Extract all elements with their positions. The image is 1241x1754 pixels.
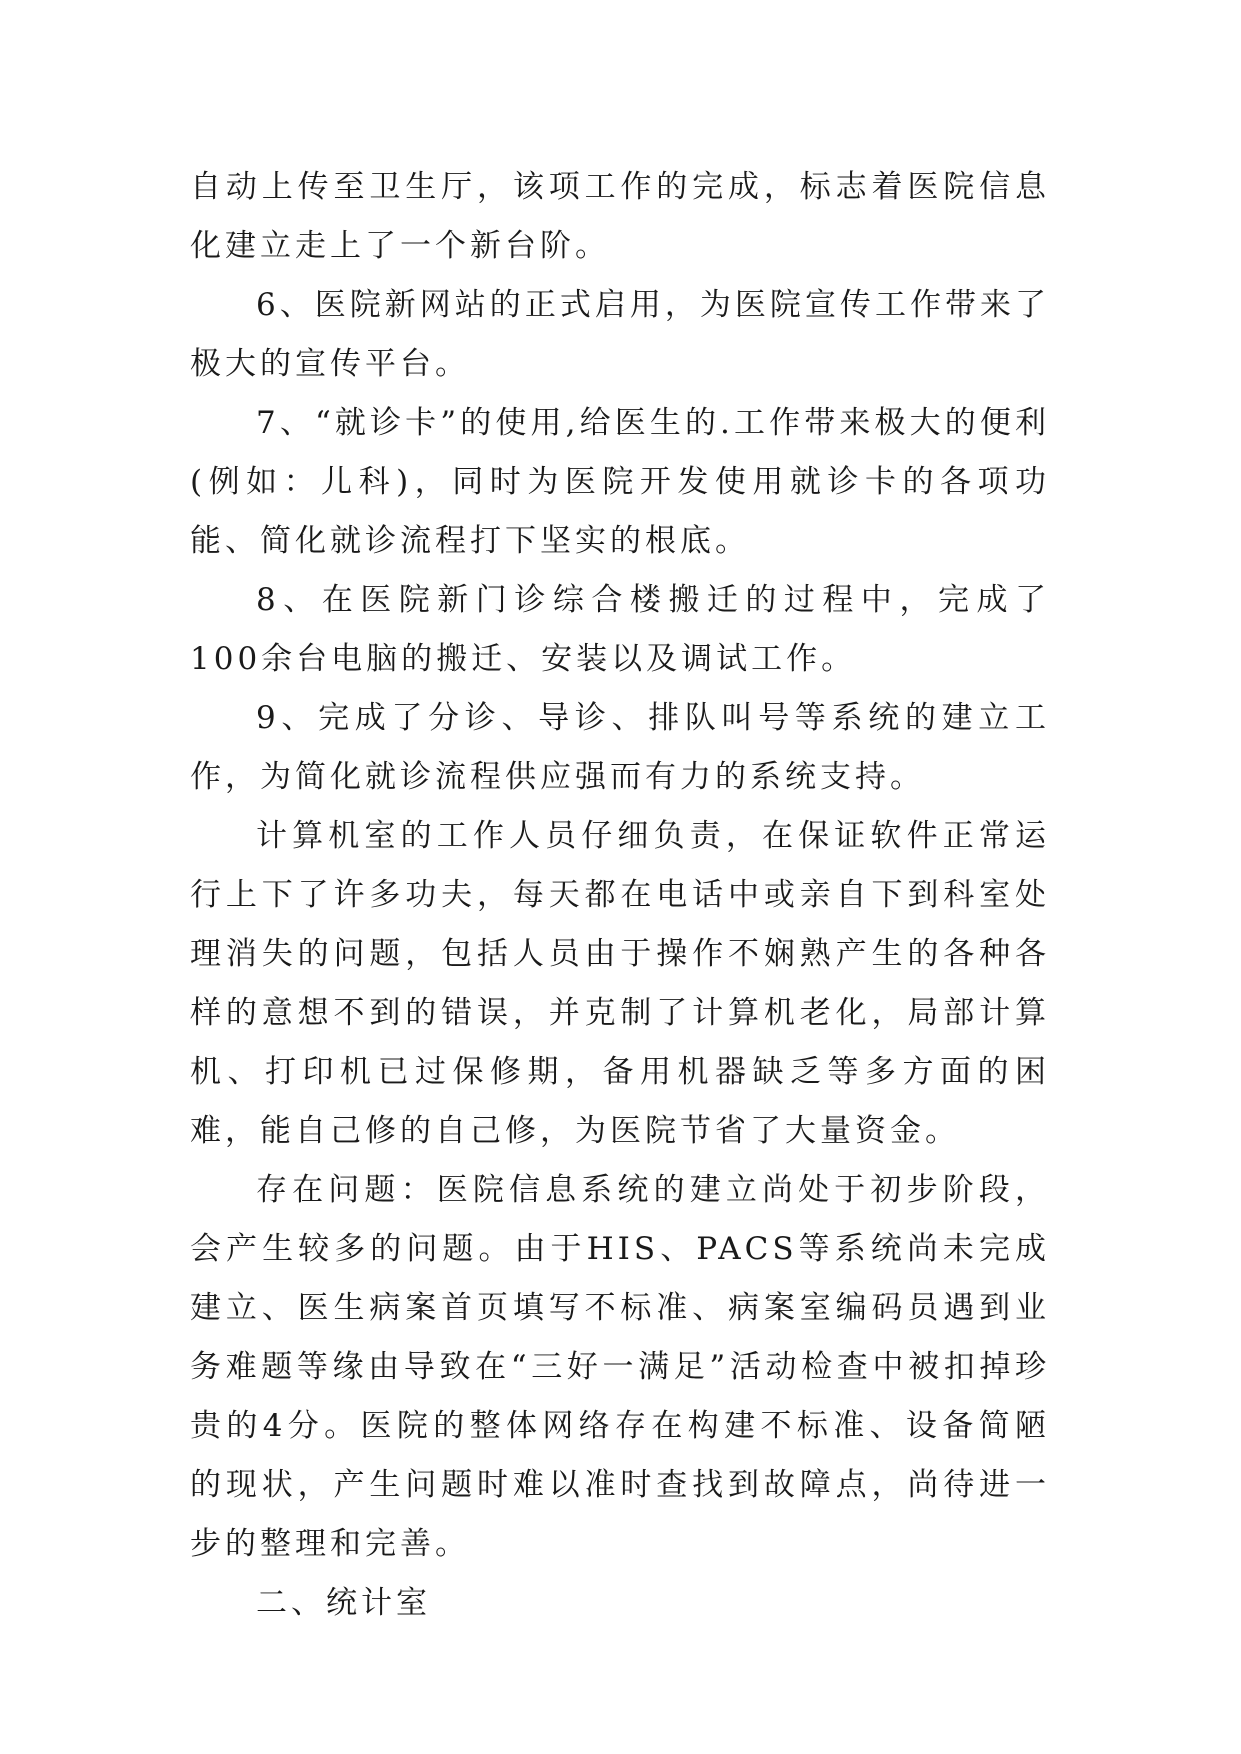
paragraph-1: 自动上传至卫生厅，该项工作的完成，标志着医院信息化建立走上了一个新台阶。	[190, 169, 1050, 264]
paragraph-item-6: 6、医院新网站的正式启用，为医院宣传工作带来了极大的宣传平台。	[190, 287, 1050, 382]
paragraph-item-7: 7、“就诊卡”的使用,给医生的.工作带来极大的便利(例如：儿科)，同时为医院开发使用就诊卡的各项功能、简化就诊流程打下坚实的根底。	[190, 405, 1050, 559]
paragraph-existing-problems: 存在问题：医院信息系统的建立尚处于初步阶段，会产生较多的问题。由于HIS、PACS等系统尚未完成建立、医生病案首页填写不标准、病案室编码员遇到业务难题等缘由导致在“三好一满足”活动检查中被扣掉珍贵的4分。医院的整体网络存在构建不标准、设备简陋的现状，产生问题时难以准时查找到故障点，尚待进一步的整理和完善。	[190, 1172, 1050, 1562]
paragraph-item-9: 9、完成了分诊、导诊、排队叫号等系统的建立工作，为简化就诊流程供应强而有力的系统支持。	[190, 700, 1050, 795]
paragraph-item-8: 8、在医院新门诊综合楼搬迁的过程中，完成了100余台电脑的搬迁、安装以及调试工作。	[190, 582, 1050, 677]
paragraph-computer-room: 计算机室的工作人员仔细负责，在保证软件正常运行上下了许多功夫，每天都在电话中或亲自下到科室处理消失的问题，包括人员由于操作不娴熟产生的各种各样的意想不到的错误，并克制了计算机老化，局部计算机、打印机已过保修期，备用机器缺乏等多方面的困难，能自己修的自己修，为医院节省了大量资金。	[190, 818, 1050, 1149]
section-heading-statistics: 二、统计室	[256, 1585, 431, 1621]
document-body	[190, 158, 1050, 1633]
